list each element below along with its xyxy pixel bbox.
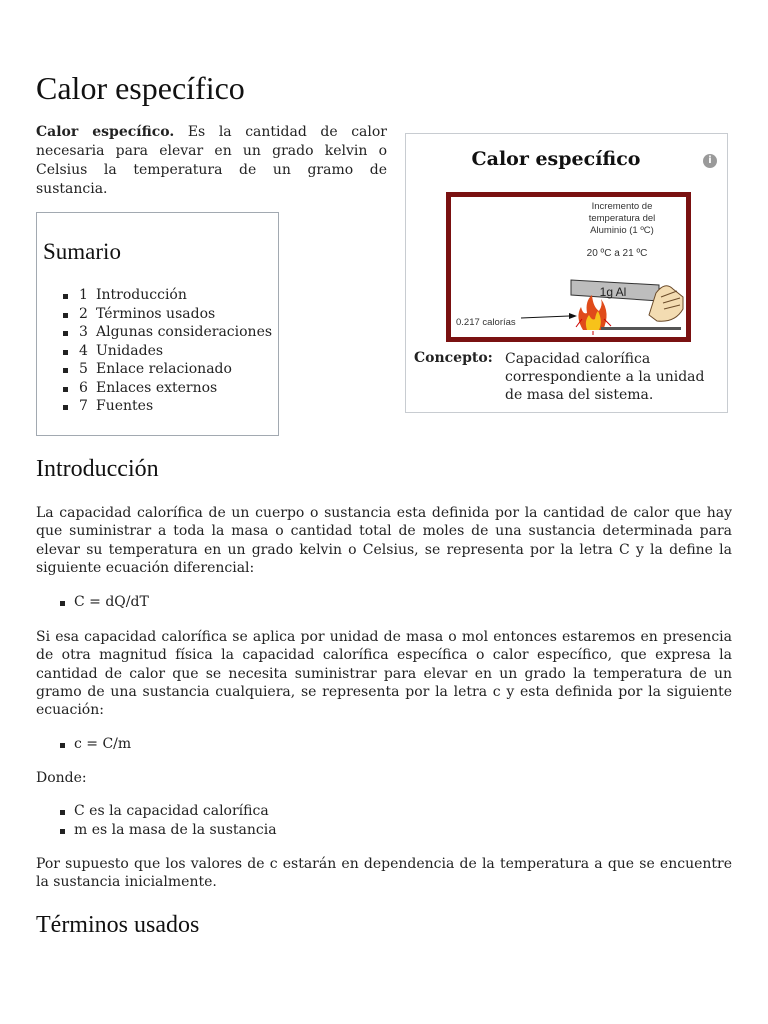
section-heading-terminos-usados: Términos usados xyxy=(36,912,200,938)
section-heading-introduccion: Introducción xyxy=(36,456,159,482)
toc-number: 2 xyxy=(79,305,88,322)
temp-range-label: 20 ºC a 21 ºC xyxy=(586,248,648,259)
introduccion-paragraph-1: La capacidad calorífica de un cuerpo o sustancia esta definida por la cantidad de calor que hay que suministrar a toda la masa o cantidad total de moles de una sustancia determinada para elevar su temperatura en un grado kelvin o Celsius, se representa por la letra C y la define la siguiente ecuación diferencial: xyxy=(36,505,732,576)
definitions-list xyxy=(56,802,277,839)
toc-number: 6 xyxy=(79,379,88,396)
definition-item: m es la masa de la sustancia xyxy=(56,821,277,840)
aluminium-bar xyxy=(571,280,659,301)
toc-item-terminos-usados[interactable] xyxy=(59,305,272,324)
toc-label: Enlace relacionado xyxy=(96,361,232,377)
definition-item: C es la capacidad calorífica xyxy=(56,802,277,821)
intro-paragraph xyxy=(36,123,387,199)
infobox-image[interactable] xyxy=(446,192,691,342)
toc-list xyxy=(59,286,272,416)
toc-number: 4 xyxy=(79,342,88,359)
toc-label: Algunas consideraciones xyxy=(96,324,273,340)
bar-label: 1g Al xyxy=(599,285,627,299)
info-icon[interactable] xyxy=(703,154,717,168)
caption-line-1: Incremento de xyxy=(591,201,653,212)
burner-stand xyxy=(601,327,681,330)
caption-line-2: temperatura del xyxy=(588,213,656,224)
toc-number: 1 xyxy=(79,287,88,303)
heat-arrow xyxy=(521,313,577,319)
caption-line-3: Aluminio (1 ºC) xyxy=(590,225,654,236)
specific-heat-illustration xyxy=(451,197,686,337)
toc-item-enlace-relacionado[interactable] xyxy=(59,360,272,379)
equation-specific-heat: c = C/m xyxy=(56,735,131,754)
toc-title: Sumario xyxy=(43,239,121,264)
toc-item-unidades[interactable] xyxy=(59,342,272,361)
donde-label: Donde: xyxy=(36,770,87,786)
toc-number: 7 xyxy=(79,398,88,414)
calories-label: 0.217 calorías xyxy=(456,317,516,328)
toc-item-enlaces-externos[interactable] xyxy=(59,379,272,398)
infobox-title: Calor específico xyxy=(471,148,641,170)
page-title: Calor específico xyxy=(36,70,245,106)
equation-list-2 xyxy=(56,735,131,754)
toc-label: Introducción xyxy=(96,287,187,303)
toc-label: Enlaces externos xyxy=(96,379,218,396)
equation-heat-capacity: C = dQ/dT xyxy=(56,593,149,612)
concepto-label: Concepto: xyxy=(414,350,493,366)
equation-list-1 xyxy=(56,593,149,612)
introduccion-paragraph-2: Si esa capacidad calorífica se aplica por unidad de masa o mol entonces estaremos en presencia de otra magnitud física la capacidad calorífica específica o calor específico, que expresa la cantidad de calor que se necesita suministrar para elevar en un grado la temperatura de un gramo de una sustancia cualquiera, se representa por la letra c y esta definida por la siguiente ecuación: xyxy=(36,629,732,719)
infobox xyxy=(405,133,728,413)
concepto-value: Capacidad calorífica correspondiente a la unidad de masa del sistema. xyxy=(505,351,705,403)
toc-item-fuentes[interactable] xyxy=(59,397,272,416)
table-of-contents xyxy=(36,212,279,436)
introduccion-paragraph-3: Por supuesto que los valores de c estarán en dependencia de la temperatura a que se encuentre la sustancia inicialmente. xyxy=(36,856,732,891)
toc-number: 3 xyxy=(79,324,88,340)
toc-item-algunas-consideraciones[interactable] xyxy=(59,323,272,342)
toc-number: 5 xyxy=(79,361,88,377)
intro-text: Es la cantidad de calor necesaria para elevar en un grado kelvin o Celsius la temperatura de un gramo de sustancia. xyxy=(36,124,387,197)
intro-bold-term: Calor específico. xyxy=(36,124,175,140)
toc-item-introduccion[interactable] xyxy=(59,286,272,305)
toc-label: Unidades xyxy=(96,342,164,359)
toc-label: Fuentes xyxy=(96,398,154,414)
toc-label: Términos usados xyxy=(96,305,216,322)
